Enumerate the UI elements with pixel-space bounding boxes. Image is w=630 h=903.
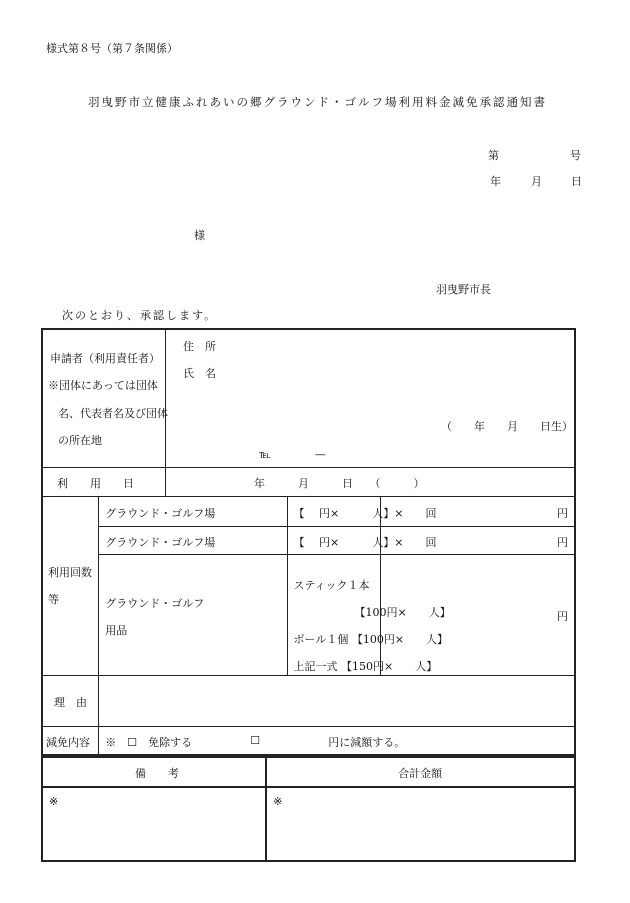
form-number: 様式第８号（第７条関係） [46, 42, 178, 55]
usage-label-2: 等 [48, 593, 59, 606]
equipment-item-2: 用品 [105, 624, 128, 637]
equipment-item-1: グラウンド・ゴルフ [105, 597, 205, 610]
reason-label: 理 由 [54, 696, 87, 709]
date-month: 月 [531, 175, 542, 188]
usage-item-2-label: グラウンド・ゴルフ場 [105, 536, 216, 549]
use-date-label-cell [42, 468, 166, 497]
reduction-value-cell[interactable] [99, 727, 575, 756]
addressee-suffix: 様 [194, 229, 205, 242]
total-header [266, 757, 575, 787]
equipment-line-1: スティック１本 [293, 579, 370, 592]
equipment-line-4: 上記一式 【150円× 人】 [293, 660, 438, 673]
usage-amount-1-yen: 円 [557, 507, 568, 520]
usage-label-1: 利用回数 [48, 566, 92, 579]
usage-item-2 [99, 527, 287, 555]
applicant-note-1: ※団体にあっては団体 [48, 379, 158, 392]
usage-amount-2[interactable] [381, 527, 575, 555]
reduction-label-cell [42, 727, 99, 756]
remarks-label: 備 考 [135, 767, 179, 780]
usage-item-1 [99, 497, 287, 527]
reduction-exempt: ※ ☐ 免除する [105, 736, 193, 749]
reason-value-cell[interactable] [99, 676, 575, 727]
doc-number-go: 号 [570, 149, 581, 162]
reduction-label: 減免内容 [46, 736, 90, 749]
applicant-label: 申請者（利用責任者） [50, 352, 160, 365]
issuer: 羽曳野市長 [436, 283, 491, 296]
doc-number-dai: 第 [488, 149, 499, 162]
usage-detail-1[interactable] [287, 497, 437, 527]
form-table [41, 328, 576, 862]
usage-amount-2-yen: 円 [557, 536, 568, 549]
reduction-amount: 円に減額する。 [328, 736, 406, 749]
date-day: 日 [571, 175, 582, 188]
usage-detail-2-text: 【 円× 人】× 回 [293, 536, 437, 549]
total-label: 合計金額 [398, 767, 443, 780]
remarks-value[interactable] [42, 787, 266, 861]
applicant-note-2: 名、代表者名及び団体 [58, 407, 168, 420]
applicant-note-3: の所在地 [58, 434, 102, 447]
address-label: 住 所 [183, 340, 217, 353]
applicant-value-cell[interactable] [166, 329, 575, 468]
document-title: 羽曳野市立健康ふれあいの郷グラウンド・ゴルフ場利用料金減免承認通知書 [88, 95, 547, 109]
birth-date: （ 年 月 日生） [441, 420, 574, 433]
date-year: 年 [490, 175, 501, 188]
usage-label-cell [42, 497, 99, 676]
reason-label-cell [42, 676, 99, 727]
telephone: ℡ — [259, 448, 326, 461]
intro-text: 次のとおり、承認します。 [62, 309, 218, 322]
reduction-checkbox[interactable]: ☐ [250, 734, 261, 747]
equipment-item-cell [99, 555, 287, 676]
usage-amount-1[interactable] [381, 497, 575, 527]
use-date-value: 年 月 日 （ ） [254, 477, 425, 490]
equipment-amount-cell[interactable] [381, 555, 575, 676]
remarks-mark: ※ [49, 795, 59, 808]
equipment-line-3: ボール１個 【100円× 人】 [293, 633, 449, 646]
equipment-line-2: 【100円× 人】 [354, 606, 451, 619]
use-date-value-cell[interactable] [166, 468, 575, 497]
equipment-amount-yen: 円 [557, 610, 568, 623]
total-mark: ※ [273, 795, 283, 808]
total-value[interactable] [266, 787, 575, 861]
applicant-label-cell [42, 329, 166, 468]
remarks-header [42, 757, 266, 787]
use-date-label: 利 用 日 [57, 477, 134, 490]
equipment-detail-cell[interactable] [287, 555, 451, 676]
usage-detail-1-text: 【 円× 人】× 回 [293, 507, 437, 520]
name-label: 氏 名 [183, 367, 217, 380]
usage-detail-2[interactable] [287, 527, 437, 555]
usage-item-1-label: グラウンド・ゴルフ場 [105, 507, 216, 520]
